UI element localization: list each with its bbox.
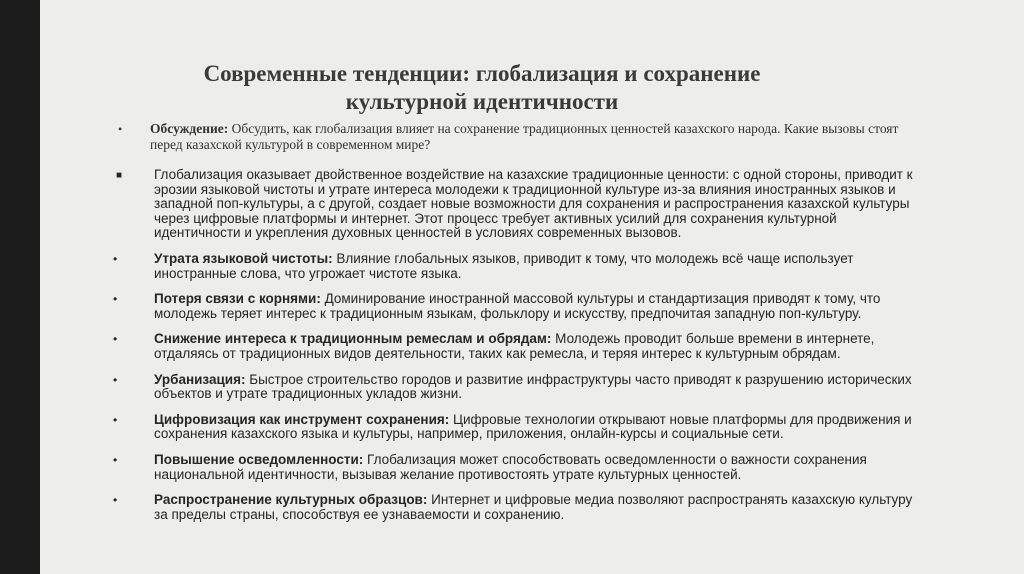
bullet-icon: • [118,122,123,136]
list-item-text: Влияние глобальных языков, приводит к тому, что молодежь всё чаще использует иностранные слова, что угрожает чистоте языка. [154,250,854,281]
list-item-label: Снижение интереса к традиционным ремеслам и обрядам: [154,331,552,347]
bullet-icon: • [113,493,118,508]
list-item-text: Цифровые технологии открывают новые платформы для продвижения и сохранения казахского языка и культуры, например, приложения, онлайн-курсы и социальные сети. [154,411,912,442]
bullet-icon: • [113,412,118,427]
bullet-icon: • [113,292,118,307]
list-item [113,371,922,402]
bullet-icon: • [113,372,118,387]
title-line-2: культурной идентичности [345,89,619,114]
bullet-icon: • [113,251,118,266]
list-item [113,250,922,281]
list-item-label: Цифровизация как инструмент сохранения: [154,411,450,427]
list-item [113,451,922,482]
list-item-text: Быстрое строительство городов и развитие инфраструктуры часто приводят к разрушению исторических объектов и утрате традиционных укладов жизни. [154,371,912,402]
title-line-1: Современные тенденции: глобализация и сохранение [203,61,761,86]
slide-title [150,60,814,116]
left-dark-bar [0,0,40,574]
list-item-label: Распространение культурных образцов: [154,492,428,508]
list-item [113,492,922,522]
discussion-text: Обсудить, как глобализация влияет на сохранение традиционных ценностей казахского народа. Какие вызовы стоят перед казахской культурой в современном мире? [150,121,899,152]
list-item [113,411,922,442]
list-item-text: Глобализация может способствовать осведомленности о важности сохранения национальной идентичности, вызывая желание противостоять утрате культурных ценностей. [154,451,867,482]
intro-text: Глобализация оказывает двойственное воздействие на казахские традиционные ценности: с одной стороны, приводит к эрозии языковой чистоты и утрате интереса молодежи к традиционной культуре из-за влияния иностранных языков и западной поп-культуры, а с другой, создает новые возможности для сохранения и распространения казахской культуры через цифровые платформы и интернет. Этот процесс требует активных усилий для сохранения культурной идентичности и укрепления духовных ценностей в условиях современных вызовов. [154,167,913,241]
square-bullet-icon: ■ [116,170,123,181]
list-item-label: Утрата языковой чистоты: [154,250,333,266]
content-list [113,167,922,533]
list-item-text: Молодежь проводит больше времени в интернете, отдаляясь от традиционных видов деятельности, таких как ремесла, и теряя интерес к культурным обрядам. [154,331,875,361]
list-item-text: Доминирование иностранной массовой культуры и стандартизация приводят к тому, что молодежь теряет интерес к традиционным языкам, фольклору и искусству, предпочитая западную поп-культуру. [154,291,881,321]
list-item-label: Урбанизация: [154,371,246,387]
slide [40,0,1024,574]
bullet-icon: • [113,452,118,467]
discussion-paragraph [118,121,910,153]
discussion-label: Обсуждение: [150,121,229,136]
list-item-text: Интернет и цифровые медиа позволяют распространять казахскую культуру за пределы страны, способствуя ее узнаваемости и сохранению. [154,492,913,522]
list-item-label: Потеря связи с корнями: [154,291,321,307]
intro-paragraph [116,167,922,241]
list-item [113,291,922,321]
list-item-label: Повышение осведомленности: [154,451,364,467]
bullet-icon: • [113,332,118,347]
list-item [113,331,922,361]
